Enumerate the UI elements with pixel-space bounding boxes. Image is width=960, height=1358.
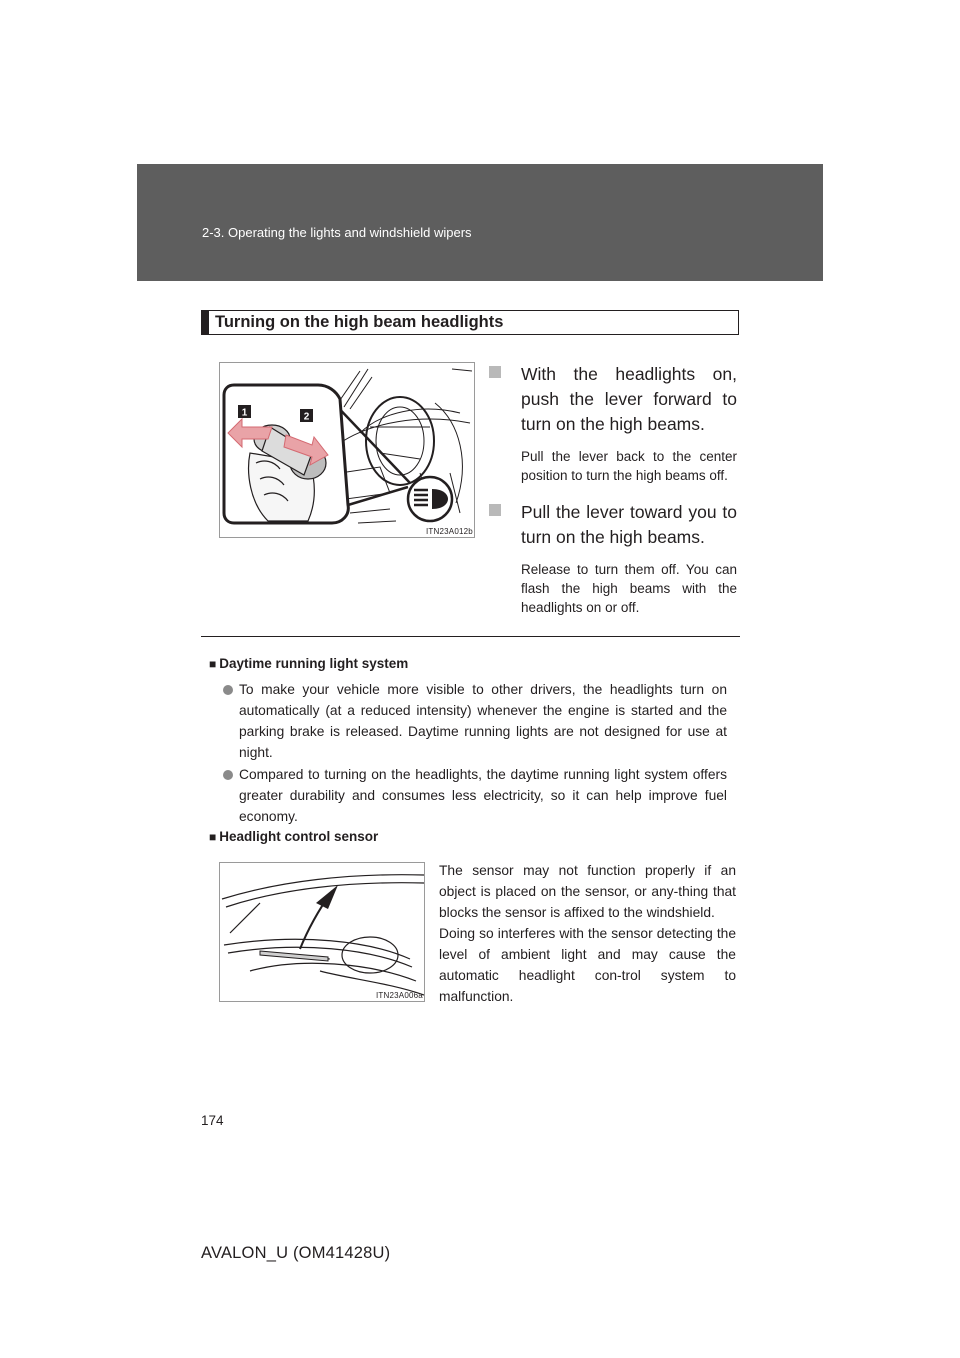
sensor-note-paragraph-2: Doing so interferes with the sensor detecting the level of ambient light and may cause the automatic headlight con-trol system to malfunction. bbox=[439, 926, 736, 1004]
callout-2: 2 bbox=[303, 411, 310, 423]
bullet-dot-icon bbox=[223, 770, 233, 780]
bullet-text: To make your vehicle more visible to other drivers, the headlights turn on automatically (at a reduced intensity) whenever the engine is started and the parking brake is released. Daytime running lights are not designed for use at night. bbox=[239, 682, 727, 760]
step-1-sub: Pull the lever back to the center position to turn the high beams off. bbox=[521, 449, 737, 483]
step-marker bbox=[489, 366, 501, 378]
step-2 bbox=[489, 500, 737, 617]
headlight-sensor-illustration bbox=[220, 863, 424, 1001]
square-marker-icon: ■ bbox=[209, 830, 217, 844]
figure-code: ITN23A006a bbox=[376, 991, 423, 1000]
bullet-dot-icon bbox=[223, 685, 233, 695]
note-heading-sensor: ■ Headlight control sensor bbox=[209, 829, 379, 844]
note-heading-drl: ■ Daytime running light system bbox=[209, 656, 409, 671]
headlight-sensor-figure bbox=[219, 862, 425, 1002]
sensor-note-paragraph-1: The sensor may not function properly if an object is placed on the sensor, or any-thing that blocks the sensor is affixed to the windshield. bbox=[439, 863, 736, 920]
section-title-bar bbox=[202, 311, 209, 334]
section-divider bbox=[201, 636, 740, 637]
sensor-note-text bbox=[439, 860, 736, 1007]
step-marker bbox=[489, 504, 501, 516]
headlight-lever-illustration bbox=[220, 363, 474, 537]
step-2-sub: Release to turn them off. You can flash the high beams with the headlights on or off. bbox=[521, 562, 737, 615]
page-number: 174 bbox=[201, 1113, 224, 1128]
callout-1: 1 bbox=[241, 407, 248, 419]
step-1 bbox=[489, 362, 737, 485]
bullet-item bbox=[223, 764, 727, 827]
bullet-item bbox=[223, 679, 727, 763]
figure-code: ITN23A012b bbox=[426, 527, 473, 536]
step-1-main: With the headlights on, push the lever forward to turn on the high beams. bbox=[521, 364, 737, 434]
section-title-text: Turning on the high beam headlights bbox=[215, 313, 504, 331]
bullet-text: Compared to turning on the headlights, the daytime running light system offers greater durability and consumes less electricity, so it can help improve fuel economy. bbox=[239, 767, 727, 824]
step-2-main: Pull the lever toward you to turn on the high beams. bbox=[521, 502, 737, 547]
chapter-title: 2-3. Operating the lights and windshield wipers bbox=[202, 225, 472, 240]
chapter-header bbox=[137, 164, 823, 281]
section-title bbox=[201, 310, 739, 335]
footer-model-code: AVALON_U (OM41428U) bbox=[201, 1244, 391, 1262]
headlight-lever-figure bbox=[219, 362, 475, 538]
square-marker-icon: ■ bbox=[209, 657, 217, 671]
